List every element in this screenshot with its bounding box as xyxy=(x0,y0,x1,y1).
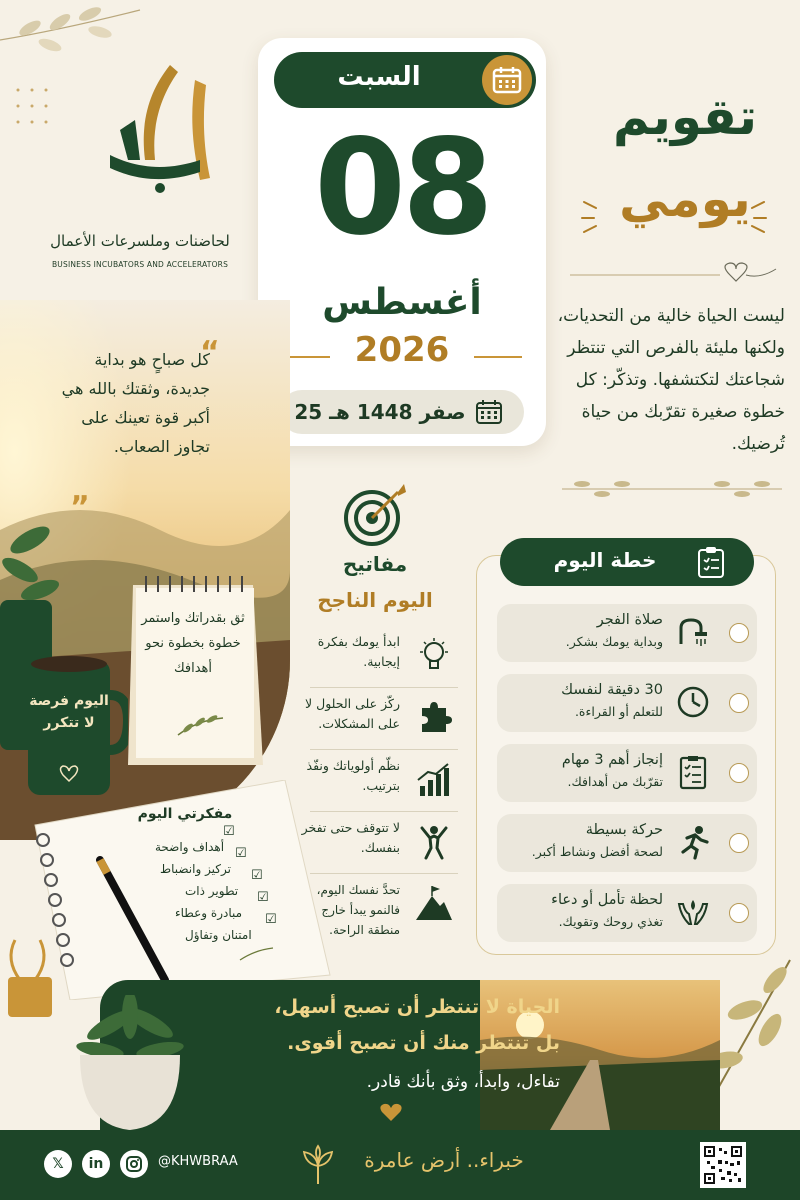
khubraa-logo-mark xyxy=(100,60,230,200)
keys-subtitle: اليوم الناجح xyxy=(317,588,433,612)
praying-hands-icon xyxy=(675,894,711,930)
sprout-logo-icon xyxy=(298,1144,338,1186)
daily-plan-header xyxy=(500,538,754,586)
plan-item-subtitle: تقرّبك من أهدافك. xyxy=(567,774,663,789)
notebook-checklist xyxy=(15,780,335,1000)
calendar-icon xyxy=(482,55,532,105)
instagram-icon[interactable] xyxy=(120,1150,148,1178)
plan-item-subtitle: تغذي روحك وتقويك. xyxy=(558,914,663,929)
key-item-text: لا تتوقف حتى تفخر بنفسك. xyxy=(301,820,400,855)
banner-line-2: بل تنتظر منك أن تصبح أقوى. xyxy=(287,1032,560,1054)
x-icon[interactable]: 𝕏 xyxy=(44,1150,72,1178)
social-handle[interactable]: @KHWBRAA xyxy=(158,1154,238,1169)
key-item-text: نظّم أولوياتك ونفّذ بترتيب. xyxy=(306,758,400,793)
plan-item-title: 30 دقيقة لنفسك xyxy=(561,682,663,698)
key-item xyxy=(300,626,458,688)
key-item-text: ابدأ يومك بفكرة إيجابية. xyxy=(317,634,400,669)
checkbox-checked-icon: ☑ xyxy=(235,846,247,861)
key-item xyxy=(300,812,458,874)
checklist-item: أهداف واضحة xyxy=(155,840,225,854)
notepad-message: ثق بقدراتك واستمر خطوة بخطوة نحو أهدافك xyxy=(141,611,245,676)
heart-icon xyxy=(380,1102,402,1122)
puzzle-icon xyxy=(414,698,454,738)
mountain-flag-icon xyxy=(414,884,454,924)
morning-quote: كل صباحٍ هو بداية جديدة، وثقتك بالله هي أكبر قوة تعينك على تجاوز الصعاب. xyxy=(61,350,210,456)
date-card xyxy=(258,38,546,446)
checklist-item: تطوير ذات xyxy=(185,884,239,898)
intro-paragraph: ليست الحياة خالية من التحديات، ولكنها مليئة بالفرص التي تنتظر شجاعتك لتكتشفها. وتذكّر: كل خطوة صغيرة تقرّبك من حياة تُرضيك. xyxy=(557,306,785,454)
growth-chart-icon xyxy=(414,760,454,800)
checkbox-checked-icon: ☑ xyxy=(251,868,263,883)
linkedin-icon[interactable]: in xyxy=(82,1150,110,1178)
day-number: 08 xyxy=(314,111,490,265)
plan-item-self-time[interactable] xyxy=(497,674,757,732)
plan-item-checkbox[interactable] xyxy=(729,903,749,923)
clipboard-icon xyxy=(696,546,726,578)
clock-icon xyxy=(675,684,711,720)
logo-english-tagline: BUSINESS INCUBATORS AND ACCELERATORS xyxy=(51,260,229,269)
mug-message: اليوم فرصة لا تتكرر xyxy=(29,693,109,731)
motivation-banner xyxy=(100,980,720,1130)
key-item xyxy=(300,750,458,812)
plan-item-title: صلاة الفجر xyxy=(596,612,663,628)
lightbulb-icon xyxy=(414,636,454,676)
checklist-item: تركيز وانضباط xyxy=(160,862,231,876)
plan-item-reflection[interactable] xyxy=(497,884,757,942)
hijri-date: 25 صفر 1448 هـ xyxy=(294,400,466,424)
day-name-pill xyxy=(274,52,536,108)
plan-item-checkbox[interactable] xyxy=(729,693,749,713)
plan-item-fajr[interactable] xyxy=(497,604,757,662)
running-icon xyxy=(675,824,711,860)
target-arrow-icon xyxy=(340,480,410,550)
plan-item-tasks[interactable] xyxy=(497,744,757,802)
qr-code-image[interactable] xyxy=(700,1142,746,1188)
key-item xyxy=(300,874,458,950)
daily-plan-title: خطة اليوم xyxy=(553,548,657,572)
banner-line-1: الحياة لا تنتظر أن تصبح أسهل، xyxy=(274,996,560,1018)
brand-logo xyxy=(30,60,250,280)
plan-item-subtitle: لصحة أفضل ونشاط أكبر. xyxy=(531,844,663,859)
faucet-icon xyxy=(675,614,711,650)
quote-close-icon: ” xyxy=(70,490,90,525)
checklist-item: امتنان وتفاؤل xyxy=(185,928,252,942)
plan-item-title: حركة بسيطة xyxy=(585,822,663,838)
page-title-line2: يومي xyxy=(619,170,751,228)
logo-arabic-tagline: لحاضنات وملسرعات الأعمال xyxy=(50,232,230,250)
banner-line-3: تفاءل، وابدأ، وثق بأنك قادر. xyxy=(366,1072,560,1092)
checkbox-checked-icon: ☑ xyxy=(223,824,235,839)
checkbox-checked-icon: ☑ xyxy=(265,912,277,927)
footer-slogan: خبراء.. أرض عامرة xyxy=(364,1148,524,1172)
leaf-branch-decoration xyxy=(562,474,782,504)
binder-clip-image xyxy=(0,935,60,1025)
keys-title: مفاتيح xyxy=(342,552,408,576)
calendar-icon xyxy=(476,400,502,424)
celebrating-person-icon xyxy=(414,822,454,862)
checklist-icon xyxy=(675,754,711,790)
month-name: أغسطس xyxy=(322,282,482,323)
notebook-title: مفكرتي اليوم xyxy=(137,806,233,822)
heart-line-decoration xyxy=(570,255,780,285)
plan-item-subtitle: وبداية يومك بشكر. xyxy=(565,634,663,649)
plan-item-title: إنجاز أهم 3 مهام xyxy=(561,752,663,768)
checklist-item: مبادرة وعطاء xyxy=(175,906,243,920)
plan-item-checkbox[interactable] xyxy=(729,833,749,853)
key-item xyxy=(300,688,458,750)
page-title-line1: تقويم xyxy=(612,88,758,146)
quote-open-icon: “ xyxy=(200,335,220,370)
year: 2026 xyxy=(354,330,450,370)
checkbox-checked-icon: ☑ xyxy=(257,890,269,905)
plan-item-title: لحظة تأمل أو دعاء xyxy=(551,892,663,908)
hijri-date-pill xyxy=(280,390,524,434)
plan-item-checkbox[interactable] xyxy=(729,763,749,783)
footer xyxy=(0,1130,800,1200)
day-name: السبت xyxy=(337,62,421,92)
plan-item-checkbox[interactable] xyxy=(729,623,749,643)
coffee-mug-image xyxy=(28,650,128,800)
plan-item-movement[interactable] xyxy=(497,814,757,872)
key-item-text: تحدَّ نفسك اليوم، فالنمو يبدأ خارج منطقة الراحة. xyxy=(316,883,400,937)
potted-plant-image xyxy=(70,995,190,1135)
desk-flip-notepad xyxy=(128,570,263,770)
key-item-text: ركّز على الحلول لا على المشكلات. xyxy=(305,696,400,731)
plan-item-subtitle: للتعلم أو القراءة. xyxy=(574,704,663,719)
